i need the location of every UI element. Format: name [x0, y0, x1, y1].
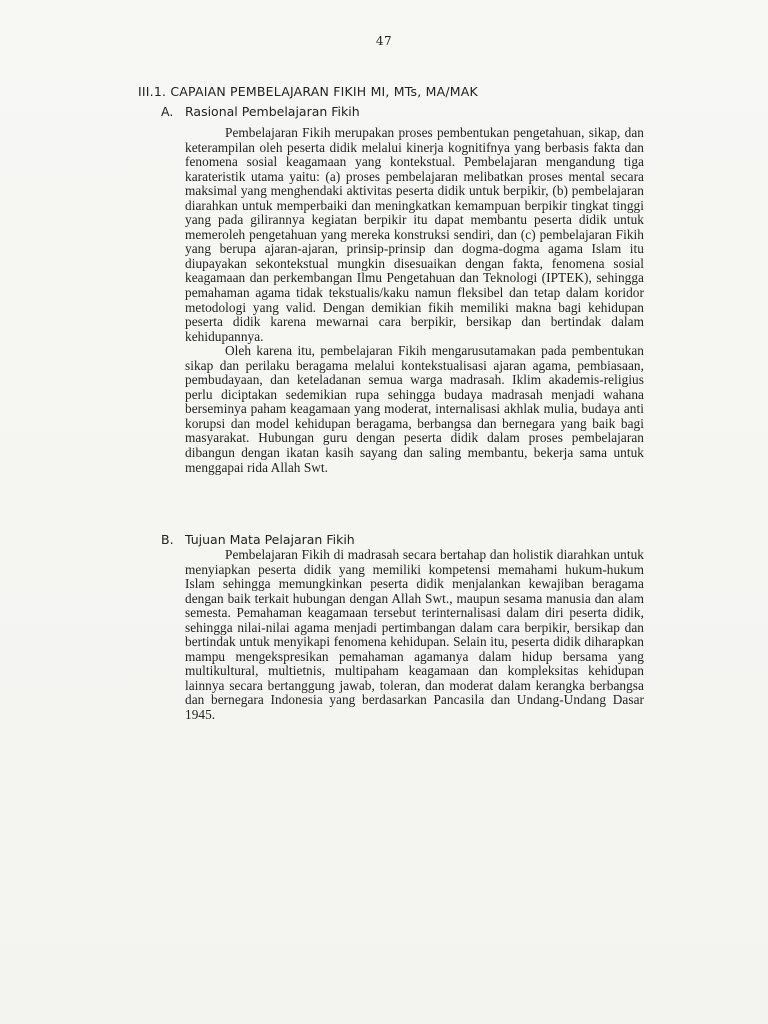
subsection-a-body: [185, 126, 644, 475]
subsection-b-body: [185, 548, 644, 723]
subsection-b-title: Tujuan Mata Pelajaran Fikih: [185, 532, 355, 547]
page-number: 47: [375, 34, 393, 48]
section-heading: III.1. CAPAIAN PEMBELAJARAN FIKIH MI, MTs, MA/MAK: [138, 84, 478, 99]
paragraph: Pembelajaran Fikih merupakan proses pembentukan pengetahuan, sikap, dan keterampilan oleh peserta didik melalui kinerja kognitifnya yang berbasis fakta dan fenomena sosial keagamaan yang kontekstual. Pembelajaran mengandung tiga karateristik utama yaitu: (a) proses pembelajaran melibatkan proses mental secara maksimal yang menghendaki aktivitas peserta didik untuk berpikir, (b) pembelajaran diarahkan untuk memperbaiki dan meningkatkan kemampuan berpikir tingkat tinggi yang pada gilirannya kegiatan berpikir itu dapat membantu peserta didik untuk memeroleh pengetahuan yang mereka konstruksi sendiri, dan (c) pembelajaran Fikih yang berupa ajaran-ajaran, prinsip-prinsip dan dogma-dogma agama Islam itu diupayakan sekontekstual mungkin disesuaikan dengan fakta, fenomena sosial keagamaan dan perkembangan Ilmu Pengetahuan dan Teknologi (IPTEK), sehingga pemahaman agama tidak tekstualis/kaku namun fleksibel dan tetap dalam koridor metodologi yang valid. Dengan demikian fikih memiliki makna bagi kehidupan peserta didik karena mewarnai cara berpikir, bersikap dan bertindak dalam kehidupannya.: [185, 125, 644, 344]
subsection-a-marker: A.: [161, 104, 174, 119]
subsection-b-marker: B.: [161, 532, 174, 547]
paragraph: Oleh karena itu, pembelajaran Fikih mengarusutamakan pada pembentukan sikap dan perilaku beragama melalui kontekstualisasi ajaran agama, pembiasaan, pembudayaan, dan keteladanan semua warga madrasah. Iklim akademis-religius perlu diciptakan sedemikian rupa sehingga budaya madrasah menjadi wahana berseminya paham keagamaan yang moderat, internalisasi akhlak mulia, budaya anti korupsi dan model kehidupan beragama, berbangsa dan bernegara yang baik bagi masyarakat. Hubungan guru dengan peserta didik dalam proses pembelajaran dibangun dengan ikatan kasih sayang dan saling membantu, bekerja sama untuk menggapai rida Allah Swt.: [185, 343, 644, 475]
subsection-b-heading: [161, 532, 355, 547]
paragraph: Pembelajaran Fikih di madrasah secara bertahap dan holistik diarahkan untuk menyiapkan peserta didik yang memiliki kompetensi memahami hukum-hukum Islam sehingga memungkinkan peserta didik menjalankan kewajiban beragama dengan baik terkait hubungan dengan Allah Swt., maupun sesama manusia dan alam semesta. Pemahaman keagamaan tersebut terinternalisasi dalam diri peserta didik, sehingga nilai-nilai agama menjadi pertimbangan dalam cara berpikir, bersikap dan bertindak untuk menyikapi fenomena kehidupan. Selain itu, peserta didik diharapkan mampu mengekspresikan pemahaman agamanya dalam hidup bersama yang multikultural, multietnis, multipaham keagamaan dan kompleksitas kehidupan lainnya secara bertanggung jawab, toleran, dan moderat dalam kerangka berbangsa dan bernegara Indonesia yang berdasarkan Pancasila dan Undang-Undang Dasar 1945.: [185, 547, 644, 723]
subsection-a-title: Rasional Pembelajaran Fikih: [185, 104, 360, 119]
subsection-a-heading: [161, 104, 360, 119]
